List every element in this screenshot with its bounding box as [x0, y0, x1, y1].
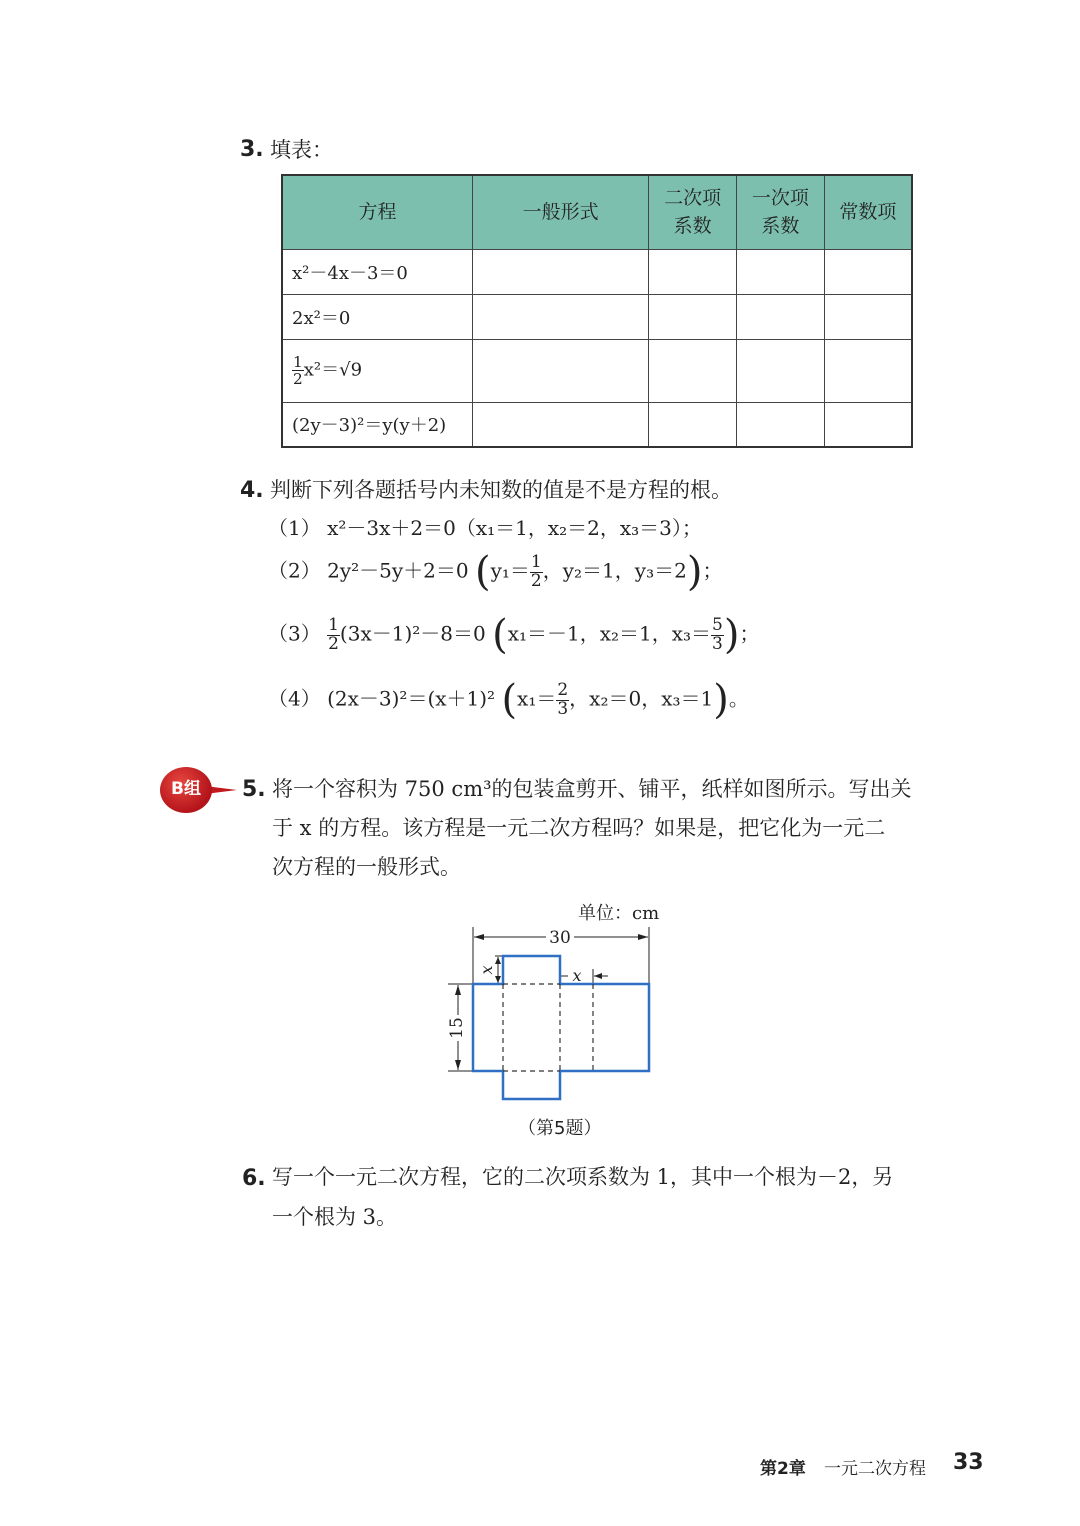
blank-cell[interactable]: [824, 339, 912, 402]
sub-fraction: [556, 679, 569, 719]
sub-label: （4）: [268, 686, 321, 711]
blank-cell[interactable]: [737, 249, 825, 294]
sub-end: ；: [739, 621, 760, 646]
q3-number: 3.: [240, 137, 264, 162]
row1-equation: x²－4x－3＝0: [282, 249, 472, 294]
q4-sub4: [268, 677, 749, 723]
figure-unit: 单位：cm: [578, 903, 660, 924]
sub-end: ；: [702, 558, 723, 583]
footer-chapter: 第2章: [760, 1459, 806, 1479]
blank-cell[interactable]: [824, 402, 912, 447]
figure-caption: （第5题）: [518, 1118, 602, 1139]
blank-cell[interactable]: [737, 402, 825, 447]
dim-15-label: 15: [447, 1017, 467, 1039]
x-label-left: x: [477, 965, 496, 975]
x-label-right: x: [572, 966, 582, 985]
header-linear-coefficient: [737, 175, 825, 249]
sub-fraction: [530, 551, 543, 591]
row3-rest: x²＝√9: [303, 359, 363, 381]
arrow-head: [594, 973, 602, 979]
frac-den: 3: [712, 633, 723, 654]
sub-label: （2）: [268, 558, 321, 583]
left-paren: (: [474, 549, 491, 595]
q5-line1: 将一个容积为 750 cm³的包装盒剪开、铺平，纸样如图所示。写出关: [272, 777, 912, 801]
dim-30-label: 30: [549, 928, 571, 948]
table-row: [282, 294, 912, 339]
table-row: [282, 402, 912, 447]
q4-text: 判断下列各题括号内未知数的值是不是方程的根。: [270, 478, 732, 502]
header-quad-line2: 系数: [673, 215, 712, 238]
q6-number: 6.: [242, 1166, 266, 1191]
sub-equation: (3x－1)²－8＝0: [339, 621, 486, 646]
row3-equation: [282, 339, 472, 402]
blank-cell[interactable]: [737, 294, 825, 339]
blank-cell[interactable]: [824, 249, 912, 294]
sub-roots: x₁＝－1，x₂＝1，x₃＝: [507, 621, 712, 646]
right-paren: ): [686, 549, 703, 595]
group-badge: B组: [160, 767, 212, 813]
blank-cell[interactable]: [649, 249, 737, 294]
sub-equation: (2x－3)²＝(x＋1)²: [327, 686, 496, 711]
blank-cell[interactable]: [472, 402, 648, 447]
fill-in-table: [281, 174, 913, 448]
frac-num: 1: [328, 614, 339, 635]
arrow-head: [474, 934, 484, 940]
row3-fraction: [292, 354, 304, 387]
left-paren: (: [501, 677, 518, 723]
frac-den: 2: [530, 570, 542, 591]
table-row: [282, 249, 912, 294]
blank-cell[interactable]: [649, 294, 737, 339]
q4-number: 4.: [240, 478, 264, 503]
blank-cell[interactable]: [824, 294, 912, 339]
header-equation: 方程: [282, 175, 472, 249]
left-paren: (: [492, 612, 508, 658]
arrow-head: [495, 957, 501, 964]
row4-equation: (2y－3)²＝y(y＋2): [282, 402, 472, 447]
page-number: 33: [953, 1450, 984, 1475]
arrow-head: [455, 985, 461, 995]
right-paren: ): [723, 612, 740, 658]
sub-roots: x₁＝: [517, 686, 557, 711]
header-constant: 常数项: [824, 175, 912, 249]
right-paren: ): [713, 677, 729, 723]
sub-fraction: [711, 614, 724, 654]
q4-sub2: [268, 549, 723, 595]
sub-roots: ，y₂＝1，y₃＝2: [542, 558, 687, 583]
sub-equation: 2y²－5y＋2＝0: [327, 558, 469, 583]
box-net-figure: [440, 895, 670, 1110]
table-row: [282, 339, 912, 402]
arrow-head: [495, 976, 501, 983]
blank-cell[interactable]: [472, 339, 648, 402]
blank-cell[interactable]: [737, 339, 825, 402]
footer-title: 一元二次方程: [824, 1459, 926, 1479]
header-lin-line2: 系数: [761, 215, 800, 238]
q4-sub1: （1） x²－3x＋2＝0（x₁＝1，x₂＝2，x₃＝3）；: [268, 516, 702, 540]
frac-num: 5: [712, 614, 723, 635]
frac-den: 2: [293, 370, 303, 388]
header-general-form: 一般形式: [472, 175, 648, 249]
sub-fraction: [327, 614, 340, 654]
q6-line2: 一个根为 3。: [272, 1205, 398, 1229]
frac-num: 1: [293, 352, 303, 371]
frac-num: 2: [557, 679, 569, 700]
frac-num: 1: [530, 551, 542, 572]
header-lin-line1: 一次项: [751, 187, 809, 210]
sub-roots: y₁＝: [490, 558, 530, 583]
blank-cell[interactable]: [472, 294, 648, 339]
sub-label: （3）: [268, 621, 321, 646]
frac-den: 3: [557, 698, 569, 719]
header-quadratic-coefficient: [649, 175, 737, 249]
q5-line3: 次方程的一般形式。: [272, 855, 461, 879]
frac-den: 2: [328, 633, 339, 654]
fold-lines: [503, 984, 593, 1071]
arrow-head: [455, 1060, 461, 1070]
q4-sub3: [268, 612, 760, 658]
sub-end: 。: [728, 686, 749, 711]
q6-line1: 写一个一元二次方程，它的二次项系数为 1，其中一个根为－2，另: [272, 1165, 894, 1189]
blank-cell[interactable]: [472, 249, 648, 294]
blank-cell[interactable]: [649, 402, 737, 447]
sub-roots: ，x₂＝0，x₃＝1: [569, 686, 714, 711]
q5-line2: 于 x 的方程。该方程是一元二次方程吗？如果是，把它化为一元二: [272, 816, 886, 840]
arrow-head: [638, 934, 648, 940]
row2-equation: 2x²＝0: [282, 294, 472, 339]
blank-cell[interactable]: [649, 339, 737, 402]
q5-number: 5.: [242, 777, 266, 802]
q3-text: 填表：: [270, 138, 333, 162]
header-quad-line1: 二次项: [664, 187, 722, 210]
